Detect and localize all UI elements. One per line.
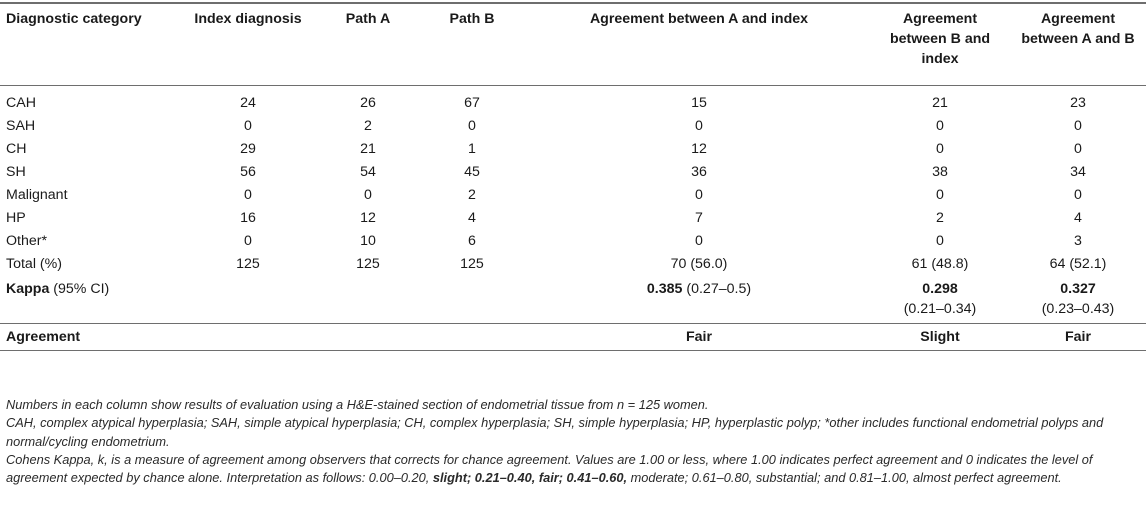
cell-path-a: 0 bbox=[364, 187, 372, 203]
cell-b-index: 0 bbox=[936, 141, 944, 157]
cell-a-b: 0 bbox=[1074, 187, 1082, 203]
header-agreement-a-index: Agreement between A and index bbox=[589, 11, 809, 27]
top-rule bbox=[0, 2, 1146, 4]
kappa-b-index-ci: (0.21–0.34) bbox=[903, 301, 977, 317]
cell-path-a: 2 bbox=[364, 118, 372, 134]
cell-b-index: 61 (48.8) bbox=[911, 256, 969, 272]
header-agreement-a-b: Agreement between A and B bbox=[1021, 11, 1135, 47]
cell-index: 24 bbox=[240, 95, 256, 111]
footnote-sample bbox=[6, 396, 1142, 414]
cell-path-a: 26 bbox=[360, 95, 376, 111]
kappa-a-b-value: 0.327 bbox=[1060, 281, 1096, 297]
cell-category: CAH bbox=[6, 95, 36, 111]
cell-a-index: 15 bbox=[691, 95, 707, 111]
table-row bbox=[0, 161, 1146, 184]
kappa-a-b-ci: (0.23–0.43) bbox=[1041, 301, 1115, 317]
cell-a-b: 64 (52.1) bbox=[1049, 256, 1107, 272]
cell-path-b bbox=[416, 324, 528, 351]
cell-path-b: 45 bbox=[464, 164, 480, 180]
table-row bbox=[0, 86, 1146, 116]
cell-path-a bbox=[320, 324, 416, 351]
header-diagnostic-category: Diagnostic category bbox=[6, 11, 142, 27]
cell-a-b: 3 bbox=[1074, 233, 1082, 249]
cell-path-b: 1 bbox=[468, 141, 476, 157]
cell-a-index: 0 bbox=[695, 233, 703, 249]
footnote-kappa-text: Cohens Kappa, k, is a measure of agreement among observers that corrects for chance agreement. Values are 1.00 or less, where 1.00 indicates perfect agreement and 0 indicates the level of agreement expected by chance alone. Interpretation as follows: 0.00–0.20, bbox=[6, 451, 1093, 486]
cell-index bbox=[176, 276, 320, 324]
cell-b-index: 38 bbox=[932, 164, 948, 180]
cell-category: Malignant bbox=[6, 187, 68, 203]
cell-index: 0 bbox=[244, 118, 252, 134]
cell-category: SAH bbox=[6, 118, 36, 134]
cell-path-b bbox=[416, 276, 528, 324]
agreement-label: Agreement bbox=[0, 324, 176, 351]
cell-path-a: 10 bbox=[360, 233, 376, 249]
kappa-b-index bbox=[870, 276, 1010, 324]
cell-a-b: 4 bbox=[1074, 210, 1082, 226]
cell-index: 16 bbox=[240, 210, 256, 226]
table-footnotes bbox=[6, 396, 1142, 487]
cell-path-a: 125 bbox=[356, 256, 380, 272]
cell-a-index: 0 bbox=[695, 187, 703, 203]
table-row bbox=[0, 115, 1146, 138]
header-index-diagnosis: Index diagnosis bbox=[194, 11, 302, 27]
cell-index: 0 bbox=[244, 233, 252, 249]
cell-path-a: 12 bbox=[360, 210, 376, 226]
footnote-abbreviations: CAH, complex atypical hyperplasia; SAH, simple atypical hyperplasia; CH, complex hyperplasia; SH, simple hyperplasia; HP, hyperplastic polyp; *other includes functional endometrial polyps and normal/cycling endometrium. bbox=[6, 415, 1104, 449]
cell-category: Total (%) bbox=[6, 256, 62, 272]
agreement-a-b: Fair bbox=[1010, 324, 1146, 351]
header-row bbox=[0, 8, 1146, 86]
footnote-kappa bbox=[6, 451, 1142, 488]
cell-path-a: 21 bbox=[360, 141, 376, 157]
kappa-label-bold: Kappa bbox=[6, 281, 50, 297]
cell-b-index: 21 bbox=[932, 95, 948, 111]
kappa-b-index-value: 0.298 bbox=[922, 281, 958, 297]
kappa-a-b bbox=[1010, 276, 1146, 324]
cell-category: Other* bbox=[6, 233, 48, 249]
footnote-sample-count: = 125 women. bbox=[624, 397, 709, 412]
cell-a-b: 23 bbox=[1070, 95, 1086, 111]
cell-path-a bbox=[320, 276, 416, 324]
footnote-kappa-rest: moderate; 0.61–0.80, substantial; and 0.81–1.00, almost perfect agreement. bbox=[627, 470, 1062, 486]
cell-category: SH bbox=[6, 164, 26, 180]
cell-index: 0 bbox=[244, 187, 252, 203]
cell-path-b: 125 bbox=[460, 256, 484, 272]
agreement-a-index: Fair bbox=[528, 324, 870, 351]
cell-b-index: 0 bbox=[936, 187, 944, 203]
cell-category: HP bbox=[6, 210, 26, 226]
cell-path-b: 67 bbox=[464, 95, 480, 111]
cell-b-index: 2 bbox=[936, 210, 944, 226]
table-row bbox=[0, 230, 1146, 253]
cell-path-b: 2 bbox=[468, 187, 476, 203]
kappa-label bbox=[0, 276, 176, 324]
agreement-table bbox=[0, 8, 1146, 351]
table-row-total bbox=[0, 253, 1146, 276]
cell-a-index: 70 (56.0) bbox=[670, 256, 728, 272]
cell-index: 125 bbox=[236, 256, 260, 272]
table-row-agreement bbox=[0, 324, 1146, 351]
table-row bbox=[0, 184, 1146, 207]
cell-path-b: 4 bbox=[468, 210, 476, 226]
cell-path-b: 6 bbox=[468, 233, 476, 249]
footnote-sample-text: Numbers in each column show results of evaluation using a H&E-stained section of endometrial tissue from bbox=[6, 397, 617, 412]
kappa-label-ci: (95% CI) bbox=[49, 281, 110, 297]
header-agreement-b-index: Agreement between B and index bbox=[889, 11, 991, 67]
cell-a-b: 0 bbox=[1074, 141, 1082, 157]
cell-index bbox=[176, 324, 320, 351]
cell-a-index: 0 bbox=[695, 118, 703, 134]
kappa-a-index-value: 0.385 bbox=[646, 281, 683, 297]
cell-a-index: 7 bbox=[695, 210, 703, 226]
footnote-kappa-bold: slight; 0.21–0.40, fair; 0.41–0.60, bbox=[432, 470, 628, 486]
cell-path-b: 0 bbox=[468, 118, 476, 134]
cell-index: 56 bbox=[240, 164, 256, 180]
cell-b-index: 0 bbox=[936, 118, 944, 134]
cell-category: CH bbox=[6, 141, 27, 157]
cell-path-a: 54 bbox=[360, 164, 376, 180]
agreement-b-index: Slight bbox=[870, 324, 1010, 351]
header-path-a: Path A bbox=[345, 11, 391, 27]
cell-index: 29 bbox=[240, 141, 256, 157]
table-row bbox=[0, 138, 1146, 161]
kappa-a-index-ci: (0.27–0.5) bbox=[682, 281, 752, 297]
kappa-a-index bbox=[528, 276, 870, 324]
cell-b-index: 0 bbox=[936, 233, 944, 249]
table-row-kappa bbox=[0, 276, 1146, 324]
header-path-b: Path B bbox=[449, 11, 495, 27]
cell-a-b: 0 bbox=[1074, 118, 1082, 134]
cell-a-index: 12 bbox=[691, 141, 707, 157]
footnote-n: n bbox=[617, 397, 625, 412]
cell-a-b: 34 bbox=[1070, 164, 1086, 180]
cell-a-index: 36 bbox=[691, 164, 707, 180]
table-row bbox=[0, 207, 1146, 230]
